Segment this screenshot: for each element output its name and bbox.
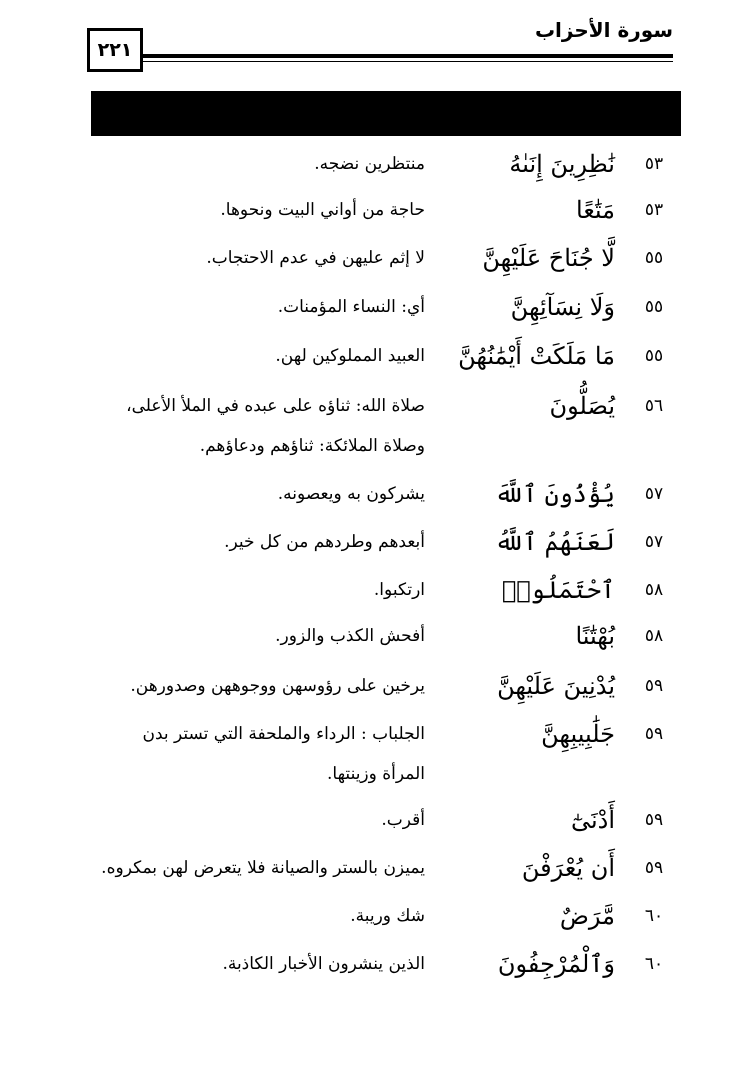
quran-word: مَا مَلَكَتْ أَيْمَٰنُهُنَّ [458,342,615,370]
quran-word: وَٱلْمُرْجِفُونَ [497,950,615,978]
word-meaning: أي: النساء المؤمنات. [277,297,425,317]
verse-number: ٦٠ [644,906,664,926]
entry-row [0,238,755,278]
word-meaning: ارتكبوا. [373,580,425,600]
word-meaning: صلاة الله: ثناؤه على عبده في الملأ الأعلى، وصلاة الملائكة: ثناؤهم ودعاؤهم. [126,396,425,456]
verse-number: ٥٣ [644,200,664,220]
word-meaning: لا إثم عليهن في عدم الاحتجاب. [206,248,425,268]
quran-word: وَلَا نِسَآئِهِنَّ [510,293,615,321]
entry-row [0,144,755,184]
entry-row [0,800,755,840]
verse-number: ٥٧ [644,532,664,552]
quran-word: يُؤْذُونَ ٱللَّهَ [494,480,615,508]
header-rule-thick [143,54,673,58]
word-meaning: الذين ينشرون الأخبار الكاذبة. [222,954,425,974]
word-meaning: الجلباب : الرداء والملحفة التي تستر بدن المرأة وزينتها. [142,724,425,784]
verse-number: ٦٠ [644,954,664,974]
entry-row [0,896,755,936]
entry-row [0,944,755,984]
word-meaning: أبعدهم وطردهم من كل خير. [224,532,425,552]
entry-row [0,666,755,706]
quran-word: لَعَنَهُمُ ٱللَّهُ [494,528,615,556]
verse-number: ٥٧ [644,484,664,504]
quran-word: أَن يُعْرَفْنَ [521,854,615,882]
header-band [91,91,681,136]
quran-word: ٱحْتَمَلُوا۟ [501,576,615,604]
quran-word: نَٰظِرِينَ إِنَىٰهُ [509,150,615,178]
word-meaning: شك وريبة. [350,906,425,926]
word-meaning: يرخين على رؤوسهن ووجوههن وصدورهن. [130,676,425,696]
entry-row [0,336,755,376]
verse-number: ٥٦ [644,396,664,416]
quran-word: لَّا جُنَاحَ عَلَيْهِنَّ [482,244,615,272]
verse-number: ٥٥ [644,346,664,366]
quran-word: مَّرَضٌ [559,902,615,930]
word-meaning: يميزن بالستر والصيانة فلا يتعرض لهن بمكروه. [101,858,425,878]
verse-number: ٥٩ [644,724,664,744]
word-meaning: يشركون به ويعصونه. [277,484,425,504]
entry-row [0,386,755,466]
word-meaning: أفحش الكذب والزور. [275,626,425,646]
entry-row [0,190,755,230]
word-meaning: منتظرين نضجه. [314,154,425,174]
verse-number: ٥٨ [644,580,664,600]
page-number: ٢٢١ [87,28,143,72]
verse-number: ٥٩ [644,858,664,878]
verse-number: ٥٩ [644,676,664,696]
verse-number: ٥٩ [644,810,664,830]
verse-number: ٥٣ [644,154,664,174]
verse-number: ٥٥ [644,248,664,268]
entry-row [0,570,755,610]
entry-row [0,848,755,888]
word-meaning: حاجة من أواني البيت ونحوها. [220,200,425,220]
quran-word: بُهْتَٰنًا [575,622,615,650]
header-rule-thin [143,61,673,62]
quran-word: مَتَٰعًا [576,196,615,224]
entry-row [0,714,755,794]
entry-row [0,474,755,514]
entry-row [0,616,755,656]
quran-word: يُدْنِينَ عَلَيْهِنَّ [497,672,615,700]
word-meaning: أقرب. [381,810,425,830]
quran-word: يُصَلُّونَ [549,392,615,420]
entry-row [0,522,755,562]
quran-word: أَدْنَىٰٓ [570,806,615,834]
verse-number: ٥٨ [644,626,664,646]
surah-title: سورة الأحزاب [534,18,673,42]
verse-number: ٥٥ [644,297,664,317]
entry-row [0,287,755,327]
quran-word: جَلَٰبِيبِهِنَّ [541,720,615,748]
word-meaning: العبيد المملوكين لهن. [275,346,425,366]
